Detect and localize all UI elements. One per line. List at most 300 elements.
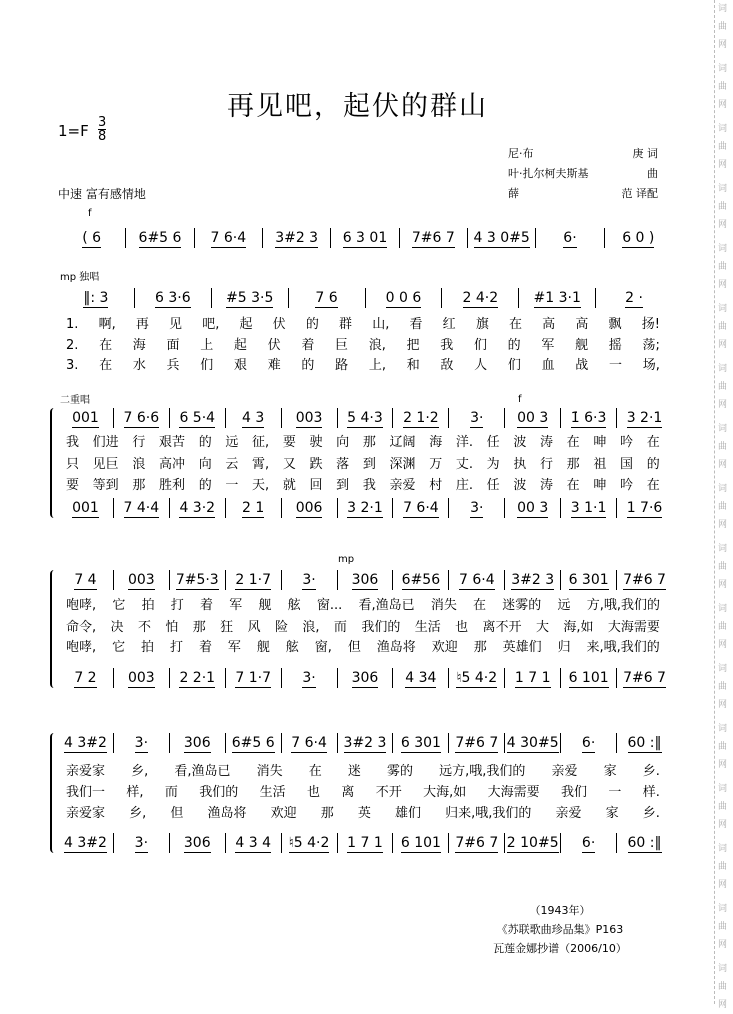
watermark-char: 网 bbox=[718, 520, 728, 530]
lyric-word: 高 bbox=[575, 317, 589, 332]
lyric-word: 我们一 bbox=[66, 785, 106, 800]
lyric-word: 向 bbox=[198, 457, 212, 472]
lyric-word: 看 bbox=[409, 317, 423, 332]
measure bbox=[561, 408, 617, 428]
lyric-word: 亲爱 bbox=[389, 478, 416, 493]
note-group: #1 3·1 bbox=[533, 290, 581, 306]
measure bbox=[617, 570, 672, 590]
credit-name: 薛 bbox=[508, 187, 519, 200]
notation-line bbox=[58, 733, 672, 753]
lyric-line bbox=[66, 356, 660, 376]
lyric-word: 到 bbox=[362, 457, 376, 472]
credit-composer bbox=[508, 165, 658, 181]
lyric-word: 离不开 bbox=[482, 620, 522, 635]
lyric-word: 飘 bbox=[608, 317, 622, 332]
watermark-char: 曲 bbox=[718, 982, 728, 992]
lyric-word: 家 bbox=[605, 806, 619, 821]
note-group: 4 34 bbox=[405, 670, 437, 686]
lyric-line bbox=[66, 336, 660, 356]
lyric-word: 的 bbox=[507, 338, 521, 353]
watermark-char: 网 bbox=[718, 340, 728, 350]
measure bbox=[617, 668, 672, 688]
lyric-word: 军 bbox=[229, 598, 243, 613]
watermark-char: 曲 bbox=[718, 262, 728, 272]
note-group: 7 6·4 bbox=[458, 572, 495, 588]
measure bbox=[263, 228, 331, 248]
lyric-word: 拍 bbox=[141, 640, 155, 655]
lyric-word: 在 bbox=[646, 478, 660, 493]
measure bbox=[449, 733, 505, 753]
lyric-word: 吟 bbox=[620, 478, 634, 493]
lyric-word: 天, bbox=[252, 478, 270, 493]
lyric-word: 面 bbox=[166, 338, 180, 353]
note-group: 003 bbox=[127, 670, 155, 686]
watermark-char: 网 bbox=[718, 820, 728, 830]
measure bbox=[442, 288, 519, 308]
lyric-word: 荡; bbox=[642, 338, 660, 353]
watermark-char: 网 bbox=[718, 160, 728, 170]
measure bbox=[393, 408, 449, 428]
measure bbox=[226, 833, 282, 853]
measure bbox=[505, 498, 561, 518]
note-group: 7#6 7 bbox=[455, 735, 499, 751]
lyric-word: 涛 bbox=[540, 435, 554, 450]
lyric-word: 到 bbox=[336, 478, 350, 493]
measure bbox=[449, 498, 505, 518]
lyric-word: 窗... bbox=[316, 598, 343, 613]
lyric-word: 远方,哦,我们的 bbox=[439, 764, 526, 779]
note-group: 2 2·1 bbox=[179, 670, 216, 686]
note-group: 6· bbox=[563, 230, 577, 246]
lyric-word: 胜利 bbox=[159, 478, 186, 493]
note-group: 7 1·7 bbox=[235, 670, 271, 686]
lyric-word: 那 bbox=[192, 620, 206, 635]
measure bbox=[338, 733, 394, 753]
measure bbox=[114, 733, 170, 753]
lyric-word: 一 bbox=[225, 478, 239, 493]
watermark-char: 曲 bbox=[718, 682, 728, 692]
lyric-word: 舰 bbox=[258, 598, 272, 613]
lyric-word: 险 bbox=[274, 620, 288, 635]
measure bbox=[58, 228, 126, 248]
lyric-word: 吟 bbox=[620, 435, 634, 450]
lyric-word: 离 bbox=[341, 785, 355, 800]
lyric-word: 旗 bbox=[475, 317, 489, 332]
watermark-char: 曲 bbox=[718, 562, 728, 572]
note-group: 1 7·6 bbox=[626, 500, 663, 516]
lyric-word: 舷 bbox=[287, 598, 301, 613]
lyric-word: 在 bbox=[308, 764, 322, 779]
note-group: 306 bbox=[351, 572, 379, 588]
note-group: 3 2·1 bbox=[626, 410, 663, 426]
lyric-word: 起 bbox=[233, 338, 247, 353]
lyric-word: 风 bbox=[247, 620, 261, 635]
lyric-word: 敌 bbox=[440, 358, 454, 373]
notation-line bbox=[58, 228, 672, 248]
note-group: 4 3 0#5 bbox=[473, 230, 530, 246]
watermark-char: 网 bbox=[718, 940, 728, 950]
lyric-word: 大海需要 bbox=[487, 785, 540, 800]
note-group: ♮5 4·2 bbox=[288, 835, 330, 851]
note-group: 7#6 7 bbox=[623, 670, 666, 686]
lyric-word: 波 bbox=[513, 478, 527, 493]
measure bbox=[58, 833, 114, 853]
note-group: 7 6·4 bbox=[210, 230, 247, 246]
lyric-line bbox=[66, 455, 660, 475]
measure bbox=[338, 498, 394, 518]
lyric-word: 我 bbox=[66, 435, 80, 450]
lyric-word: 迷 bbox=[347, 764, 361, 779]
measure bbox=[596, 288, 672, 308]
measure bbox=[393, 668, 449, 688]
credit-translator bbox=[508, 185, 658, 201]
measure bbox=[114, 498, 170, 518]
lyric-word: 在 bbox=[566, 435, 580, 450]
measure bbox=[617, 733, 672, 753]
watermark-char: 网 bbox=[718, 760, 728, 770]
note-group: 3· bbox=[134, 835, 149, 851]
lyric-word: 又 bbox=[282, 457, 296, 472]
measure bbox=[226, 570, 282, 590]
note-group: 7 6·4 bbox=[291, 735, 327, 751]
lyric-word: 大海,如 bbox=[423, 785, 467, 800]
watermark-char: 词 bbox=[718, 244, 728, 254]
lyric-word: 看,渔岛已 bbox=[358, 598, 415, 613]
lyric-word: 伏 bbox=[267, 338, 281, 353]
note-group: 2 · bbox=[625, 290, 643, 306]
lyric-word: 丈. bbox=[455, 457, 473, 472]
lyric-word: 驶 bbox=[309, 435, 323, 450]
note-group: 2 1·2 bbox=[403, 410, 439, 426]
note-group: 1 7 1 bbox=[347, 835, 383, 851]
lyric-word: 亲爱家 bbox=[66, 806, 106, 821]
note-group: 7#5·3 bbox=[175, 572, 219, 588]
lyric-word: 那 bbox=[132, 478, 146, 493]
measure bbox=[505, 408, 561, 428]
measure bbox=[170, 668, 226, 688]
note-group: 4 3 bbox=[242, 410, 265, 426]
measure bbox=[226, 498, 282, 518]
measure bbox=[561, 498, 617, 518]
watermark-char: 词 bbox=[718, 184, 728, 194]
lyric-word: 欢迎 bbox=[431, 640, 458, 655]
note-group: 2 4·2 bbox=[462, 290, 499, 306]
note-group: #5 3·5 bbox=[226, 290, 274, 306]
measure bbox=[617, 408, 672, 428]
lyric-word: 们进 bbox=[92, 435, 119, 450]
note-group: 1̇ 6·3 bbox=[570, 410, 607, 426]
system-brace bbox=[50, 733, 56, 853]
lyric-word: 只 bbox=[66, 457, 80, 472]
note-group: 006 bbox=[295, 500, 323, 516]
note-group: 001 bbox=[72, 410, 99, 426]
watermark-char: 词 bbox=[718, 484, 728, 494]
lyric-word: 涛 bbox=[540, 478, 554, 493]
lyric-word: 征, bbox=[252, 435, 270, 450]
watermark-char: 词 bbox=[718, 964, 728, 974]
lyric-word: 起 bbox=[239, 317, 253, 332]
lyric-word: 它 bbox=[112, 598, 126, 613]
lyric-word: 上, bbox=[368, 358, 386, 373]
dynamic-marking: f bbox=[518, 394, 522, 405]
measure bbox=[338, 408, 394, 428]
lyric-word: 军 bbox=[227, 640, 241, 655]
measure bbox=[468, 228, 536, 248]
lyric-word: 人 bbox=[474, 358, 488, 373]
note-group: 6· bbox=[581, 835, 596, 851]
lyric-word: 的 bbox=[301, 358, 315, 373]
watermark-char: 曲 bbox=[718, 502, 728, 512]
watermark-char: 词 bbox=[718, 544, 728, 554]
watermark-char: 网 bbox=[718, 700, 728, 710]
watermark-char: 词 bbox=[718, 4, 728, 14]
lyric-word: 雾的 bbox=[387, 764, 414, 779]
lyric-word: 为 bbox=[486, 457, 500, 472]
lyric-word: 2. bbox=[66, 338, 79, 353]
measure bbox=[505, 668, 561, 688]
measure bbox=[338, 833, 394, 853]
lyric-word: 军 bbox=[541, 338, 555, 353]
lyric-word: 把 bbox=[406, 338, 420, 353]
lyric-word: 战 bbox=[575, 358, 589, 373]
measure bbox=[282, 408, 338, 428]
lyric-word: 和 bbox=[406, 358, 420, 373]
lyric-word: 迷雾的 bbox=[502, 598, 542, 613]
lyric-word: 庄. bbox=[455, 478, 473, 493]
dynamic-marking: 二重唱 bbox=[60, 395, 90, 406]
lyric-word: 群 bbox=[339, 317, 353, 332]
measure bbox=[212, 288, 289, 308]
time-signature-bottom: 8 bbox=[98, 129, 107, 144]
measure bbox=[226, 733, 282, 753]
watermark-char: 词 bbox=[718, 304, 728, 314]
lyric-word: 云 bbox=[225, 457, 239, 472]
lyric-word: 舰 bbox=[256, 640, 270, 655]
measure bbox=[58, 408, 114, 428]
lyric-word: 而 bbox=[333, 620, 347, 635]
time-signature-top: 3 bbox=[98, 115, 107, 130]
lyric-word: 呻 bbox=[593, 435, 607, 450]
watermark-char: 曲 bbox=[718, 22, 728, 32]
lyric-word: 我 bbox=[440, 338, 454, 353]
measure bbox=[519, 288, 596, 308]
watermark-char: 词 bbox=[718, 724, 728, 734]
notation-line bbox=[58, 570, 672, 590]
lyric-word: 亲爱 bbox=[551, 764, 578, 779]
note-group: 4 30#5 bbox=[506, 735, 559, 751]
lyric-word: 不开 bbox=[375, 785, 402, 800]
footer-year: （1943年） bbox=[529, 904, 591, 917]
measure bbox=[58, 288, 135, 308]
credit-role: 庚 词 bbox=[632, 147, 658, 160]
lyric-word: 1. bbox=[66, 317, 79, 332]
time-signature bbox=[98, 116, 106, 143]
lyric-word: 在 bbox=[99, 358, 113, 373]
lyric-word: 再 bbox=[135, 317, 149, 332]
note-group: 306 bbox=[351, 670, 379, 686]
lyric-word: 行 bbox=[132, 435, 146, 450]
lyric-word: 也 bbox=[307, 785, 321, 800]
watermark-char: 网 bbox=[718, 220, 728, 230]
note-group: 60 :‖ bbox=[627, 735, 662, 751]
measure bbox=[605, 228, 672, 248]
lyric-word: 在 bbox=[646, 435, 660, 450]
watermark-char: 网 bbox=[718, 640, 728, 650]
measure bbox=[282, 498, 338, 518]
lyric-word: 我们的 bbox=[361, 620, 401, 635]
note-group: 3· bbox=[470, 410, 484, 426]
lyric-word: 吧, bbox=[202, 317, 220, 332]
lyric-line bbox=[66, 762, 660, 782]
measure bbox=[393, 570, 449, 590]
measure bbox=[58, 498, 114, 518]
watermark-char: 词 bbox=[718, 844, 728, 854]
note-group: 3#2 3 bbox=[511, 572, 555, 588]
note-group: 2 1·7 bbox=[235, 572, 271, 588]
lyric-word: 那 bbox=[320, 806, 334, 821]
measure bbox=[449, 570, 505, 590]
credit-role: 范 译配 bbox=[621, 187, 658, 200]
lyric-word: 远 bbox=[225, 435, 239, 450]
note-group: 6 101 bbox=[568, 670, 609, 686]
notation-line bbox=[58, 668, 672, 688]
watermark-char: 词 bbox=[718, 784, 728, 794]
lyric-word: 一 bbox=[608, 785, 622, 800]
lyric-word: 咆哮, bbox=[66, 640, 97, 655]
lyric-word: 啊, bbox=[98, 317, 116, 332]
lyric-word: 霄, bbox=[252, 457, 270, 472]
note-group: 7#6 7 bbox=[411, 230, 455, 246]
note-group: 6#5 6 bbox=[231, 735, 275, 751]
lyric-word: 行 bbox=[540, 457, 554, 472]
lyric-word: 执 bbox=[513, 457, 527, 472]
lyric-word: 雄们 bbox=[395, 806, 422, 821]
watermark-char: 词 bbox=[718, 904, 728, 914]
lyric-line bbox=[66, 618, 660, 638]
lyric-word: 生活 bbox=[259, 785, 286, 800]
lyric-word: 要 bbox=[282, 435, 296, 450]
measure bbox=[195, 228, 263, 248]
note-group: 1 7 1 bbox=[514, 670, 551, 686]
measure bbox=[505, 570, 561, 590]
note-group: 00 3 bbox=[517, 500, 549, 516]
note-group: 7#6 7 bbox=[455, 835, 499, 851]
note-group: 60 :‖ bbox=[627, 835, 662, 851]
measure bbox=[393, 498, 449, 518]
note-group: 003 bbox=[127, 572, 155, 588]
notation-line bbox=[58, 408, 672, 428]
watermark-char: 网 bbox=[718, 400, 728, 410]
lyric-word: 我 bbox=[362, 478, 376, 493]
lyric-word: 乡, bbox=[131, 764, 149, 779]
credit-lyricist bbox=[508, 145, 658, 161]
lyric-word: 归 bbox=[557, 640, 571, 655]
note-group: 3 2·1 bbox=[347, 500, 383, 516]
measure bbox=[289, 288, 366, 308]
note-group: 306 bbox=[183, 735, 211, 751]
watermark-char: 曲 bbox=[718, 142, 728, 152]
lyric-word: 乡. bbox=[642, 764, 660, 779]
watermark-char: 网 bbox=[718, 280, 728, 290]
dynamic-marking: f bbox=[88, 208, 92, 219]
lyric-word: 呻 bbox=[593, 478, 607, 493]
lyric-word: 渔岛将 bbox=[207, 806, 247, 821]
lyric-word: 决 bbox=[110, 620, 124, 635]
watermark-char: 曲 bbox=[718, 622, 728, 632]
lyric-word: 样. bbox=[642, 785, 660, 800]
lyric-word: 乡. bbox=[642, 806, 660, 821]
lyric-word: 一 bbox=[609, 358, 623, 373]
note-group: 6 301 bbox=[568, 572, 609, 588]
lyric-word: 向 bbox=[336, 435, 350, 450]
lyric-word: 回 bbox=[309, 478, 323, 493]
note-group: 306 bbox=[183, 835, 211, 851]
measure bbox=[282, 833, 338, 853]
lyric-word: 的 bbox=[198, 435, 212, 450]
note-group: 6 5·4 bbox=[179, 410, 216, 426]
lyric-word: 着 bbox=[198, 640, 212, 655]
lyric-word: 乡, bbox=[129, 806, 147, 821]
measure bbox=[617, 833, 672, 853]
note-group: 3#2 3 bbox=[275, 230, 319, 246]
note-group: 4 3#2 bbox=[64, 735, 107, 751]
note-group: 3· bbox=[302, 670, 316, 686]
lyric-word: 来,哦,我们的 bbox=[586, 640, 660, 655]
lyric-word: 伏 bbox=[272, 317, 286, 332]
note-group: 0 0 6 bbox=[385, 290, 422, 306]
lyric-word: 跌 bbox=[309, 457, 323, 472]
dynamic-marking: mp bbox=[338, 554, 355, 565]
lyric-word: 拍 bbox=[141, 598, 155, 613]
lyric-word: 任 bbox=[486, 435, 500, 450]
lyric-word: 摇 bbox=[608, 338, 622, 353]
note-group: 3· bbox=[134, 735, 149, 751]
lyric-word: 着 bbox=[301, 338, 315, 353]
lyric-word: 大海需要 bbox=[607, 620, 660, 635]
measure bbox=[226, 668, 282, 688]
lyric-line bbox=[66, 476, 660, 496]
lyric-word: 海 bbox=[132, 338, 146, 353]
measure bbox=[170, 570, 226, 590]
measure bbox=[170, 408, 226, 428]
measure bbox=[170, 498, 226, 518]
lyric-word: 大 bbox=[535, 620, 549, 635]
lyric-word: 浪 bbox=[132, 457, 146, 472]
measure bbox=[114, 570, 170, 590]
watermark-char: 曲 bbox=[718, 442, 728, 452]
lyric-word: 波 bbox=[513, 435, 527, 450]
lyric-word: 海,如 bbox=[563, 620, 594, 635]
note-group: 6 0 ) bbox=[622, 230, 655, 246]
lyric-word: 欢迎 bbox=[270, 806, 297, 821]
measure bbox=[58, 570, 114, 590]
footer-transcriber: 瓦莲金娜抄谱（2006/10） bbox=[493, 942, 627, 955]
lyric-word: 高冲 bbox=[159, 457, 186, 472]
lyric-word: 万 bbox=[429, 457, 443, 472]
measure bbox=[114, 408, 170, 428]
lyric-word: 消失 bbox=[430, 598, 457, 613]
song-title: 再见吧，起伏的群山 bbox=[227, 91, 488, 122]
notation-line bbox=[58, 288, 672, 308]
lyric-word: 但 bbox=[347, 640, 361, 655]
lyric-word: 舰 bbox=[575, 338, 589, 353]
lyric-line bbox=[66, 804, 660, 824]
measure bbox=[331, 228, 399, 248]
note-group: 5 4·3 bbox=[347, 410, 383, 426]
measure bbox=[536, 228, 604, 248]
measure bbox=[58, 733, 114, 753]
measure bbox=[505, 833, 561, 853]
